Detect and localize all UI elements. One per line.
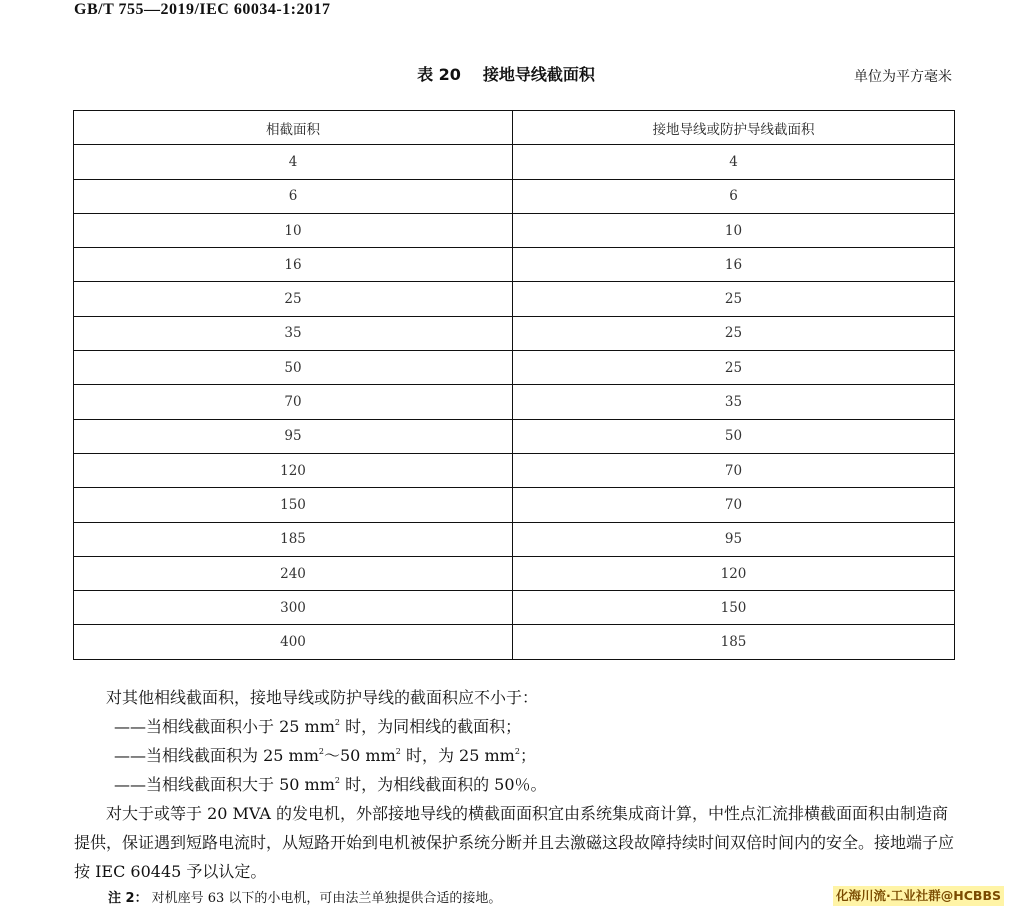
standard-header: GB/T 755—2019/IEC 60034-1:2017 bbox=[74, 1, 331, 18]
note-text: 对机座号 63 以下的小电机，可由法兰单独提供合适的接地。 bbox=[151, 891, 502, 906]
phase-area-cell: 120 bbox=[74, 453, 513, 487]
note-2 bbox=[108, 889, 501, 909]
phase-area-cell: 95 bbox=[74, 419, 513, 453]
list-item-2: ——当相线截面积为 25 $mm^2\sim 50$ $mm^2$ 时，为 25 $mm^2$； bbox=[114, 746, 536, 765]
intro-paragraph: 对其他相线截面积，接地导线或防护导线的截面积应不小于： bbox=[106, 688, 539, 707]
phase-area-cell: 50 bbox=[74, 351, 513, 385]
earth-area-cell: 10 bbox=[513, 213, 955, 247]
table-row bbox=[74, 453, 955, 487]
table-header-row bbox=[74, 111, 955, 145]
phase-area-cell: 150 bbox=[74, 488, 513, 522]
phase-area-cell: 400 bbox=[74, 625, 513, 659]
table-number: 表 20 bbox=[417, 65, 461, 84]
table-row bbox=[74, 213, 955, 247]
table-row bbox=[74, 556, 955, 590]
earth-area-cell: 70 bbox=[513, 488, 955, 522]
table-row bbox=[74, 248, 955, 282]
phase-area-cell: 70 bbox=[74, 385, 513, 419]
table-row bbox=[74, 488, 955, 522]
phase-area-cell: 300 bbox=[74, 591, 513, 625]
column-header-phase: 相截面积 bbox=[74, 111, 513, 145]
note-label: 注 2： bbox=[108, 891, 148, 906]
table-row bbox=[74, 316, 955, 350]
earth-area-cell: 185 bbox=[513, 625, 955, 659]
phase-area-cell: 25 bbox=[74, 282, 513, 316]
earth-area-cell: 50 bbox=[513, 419, 955, 453]
cross-section-table bbox=[73, 110, 955, 660]
phase-area-cell: 240 bbox=[74, 556, 513, 590]
earth-area-cell: 4 bbox=[513, 145, 955, 179]
earth-area-cell: 16 bbox=[513, 248, 955, 282]
earth-area-cell: 150 bbox=[513, 591, 955, 625]
list-item-1: ——当相线截面积小于 25 $mm^2$ 时，为同相线的截面积； bbox=[114, 717, 522, 736]
unit-note: 单位为平方毫米 bbox=[854, 69, 952, 85]
earth-area-cell: 35 bbox=[513, 385, 955, 419]
earth-area-cell: 70 bbox=[513, 453, 955, 487]
earth-area-cell: 95 bbox=[513, 522, 955, 556]
table-row bbox=[74, 625, 955, 659]
earth-area-cell: 120 bbox=[513, 556, 955, 590]
phase-area-cell: 6 bbox=[74, 179, 513, 213]
earth-area-cell: 25 bbox=[513, 282, 955, 316]
earth-area-cell: 6 bbox=[513, 179, 955, 213]
phase-area-cell: 4 bbox=[74, 145, 513, 179]
table-row bbox=[74, 591, 955, 625]
phase-area-cell: 185 bbox=[74, 522, 513, 556]
earth-area-cell: 25 bbox=[513, 316, 955, 350]
table-row bbox=[74, 385, 955, 419]
column-header-earth: 接地导线或防护导线截面积 bbox=[513, 111, 955, 145]
earth-area-cell: 25 bbox=[513, 351, 955, 385]
phase-area-cell: 16 bbox=[74, 248, 513, 282]
phase-area-cell: 10 bbox=[74, 213, 513, 247]
table-row bbox=[74, 351, 955, 385]
table-row bbox=[74, 282, 955, 316]
table-row bbox=[74, 419, 955, 453]
generator-paragraph: 对大于或等于 20 MVA 的发电机，外部接地导线的横截面面积宜由系统集成商计算，中性点汇流排横截面面积由制造商提供，保证遇到短路电流时，从短路开始到电机被保护系统分断并且去激磁这段故障持续时间双倍时间内的安全。接地端子应按 IEC 60445 予以认定。 bbox=[74, 804, 955, 881]
table-title: 接地导线截面积 bbox=[482, 65, 595, 84]
table-row bbox=[74, 145, 955, 179]
watermark-badge: 化海川流·工业社群@HCBBS bbox=[833, 886, 1004, 906]
table-row bbox=[74, 522, 955, 556]
table-row bbox=[74, 179, 955, 213]
table-body bbox=[74, 145, 955, 659]
list-item-3: ——当相线截面积大于 50 $mm^2$ 时，为相线截面积的 50％。 bbox=[114, 775, 547, 794]
body-text bbox=[74, 683, 956, 886]
phase-area-cell: 35 bbox=[74, 316, 513, 350]
